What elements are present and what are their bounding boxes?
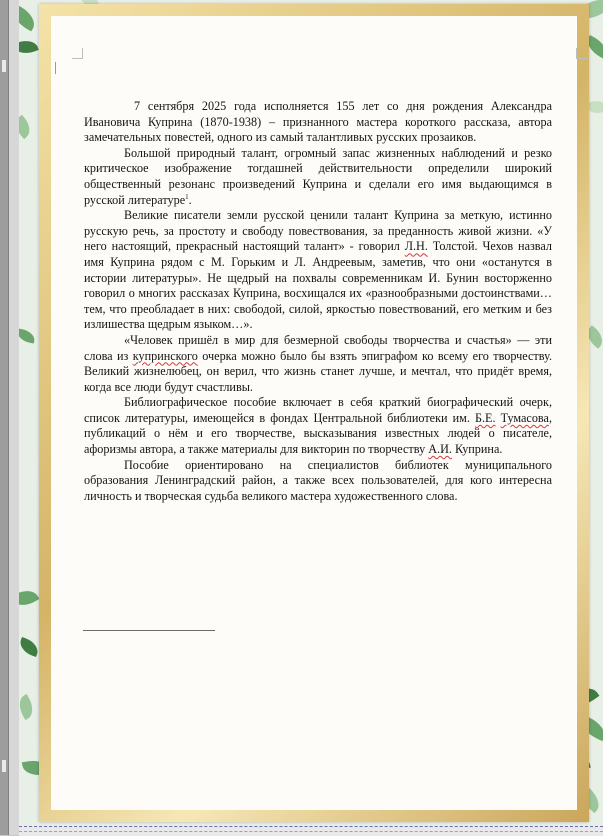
text-run: Куприна.	[451, 442, 503, 457]
text-run: , публикаций о нём и его творчестве, высказывания известных людей о писателе, афоризмы автора, а также материалы для викторин по творчеству	[84, 410, 552, 457]
document-paragraph[interactable]	[84, 99, 552, 146]
spellcheck-flagged-word: Тумасова	[500, 410, 549, 425]
document-paragraph[interactable]	[84, 395, 552, 457]
document-body[interactable]	[84, 99, 552, 504]
spellcheck-flagged-word: А.И.	[428, 442, 452, 457]
footnote-reference[interactable]: 1	[185, 192, 189, 201]
ruler-margin-marker[interactable]	[2, 60, 6, 72]
spellcheck-flagged-word: купринского	[132, 348, 198, 363]
margin-corner-mark	[576, 48, 587, 59]
spellcheck-flagged-word: Л.Н.	[404, 239, 428, 254]
text-run: Большой природный талант, огромный запас жизненных наблюдений и резко критическое изображение тогдашней действительности определили широкий общественный резонанс произведений Куприна и сделали его имя выдающимся в русской литературе	[84, 145, 552, 207]
document-paragraph[interactable]	[84, 333, 552, 395]
document-paragraph[interactable]	[84, 208, 552, 333]
ruler-margin-marker[interactable]	[2, 760, 6, 772]
text-run: Великие писатели земли русской ценили талант Куприна за меткую, истинно русскую речь, за простоту и свободу повествования, за преданность живой жизни. «У него настоящий, прекрасный настоящий талант» - говорил	[84, 208, 552, 254]
text-run: Толстой. Чехов назвал имя Куприна рядом с М. Горьким и Л. Андреевым, заметив, что они «останутся в истории литературы». Не щедрый на похвалы современникам И. Бунин восторженно говорил о многих рассказах Куприна, восхищался их «разнообразными достоинствами… тем, что преобладает в них: свободой, силой, яркостью повествований, его метким и без излишества щедрым языком…».	[84, 239, 552, 332]
document-paragraph[interactable]	[84, 146, 552, 208]
footnote-separator	[83, 630, 215, 631]
vertical-ruler[interactable]	[0, 0, 9, 835]
spellcheck-flagged-word: Б.Е.	[474, 410, 496, 425]
text-run: Пособие ориентировано на специалистов библиотек муниципального образования Ленинградский район, а также всех пользователей, для кого интересна личность и творческая судьба великого мастера художественного слова.	[84, 457, 552, 503]
text-run: Библиографическое пособие включает в себя краткий биографический очерк, список литературы, имеющейся в фондах Центральной библиотеки им.	[84, 395, 552, 425]
document-paragraph[interactable]	[84, 458, 552, 505]
document-page[interactable]	[19, 0, 603, 826]
text-run: «Человек пришёл в мир для безмерной свободы творчества и счастья» — эти слова из	[84, 332, 552, 363]
text-run: .	[188, 192, 192, 207]
text-run: очерка можно было бы взять эпиграфом ко всему его творчеству. Великий жизнелюбец, он верил, что жизнь станет лучше, и мечтал, что придёт время, когда все люди будут счастливы.	[84, 348, 552, 394]
editor-gutter	[9, 0, 19, 835]
text-cursor	[55, 62, 56, 74]
text-run: 7 сентября 2025 года исполняется 155 лет со дня рождения Александра Ивановича Куприна (1870-1938) – признанного мастера короткого рассказа, автора замечательных повестей, одного из самый талантливых русских прозаиков.	[84, 99, 552, 145]
margin-corner-mark	[72, 48, 83, 59]
